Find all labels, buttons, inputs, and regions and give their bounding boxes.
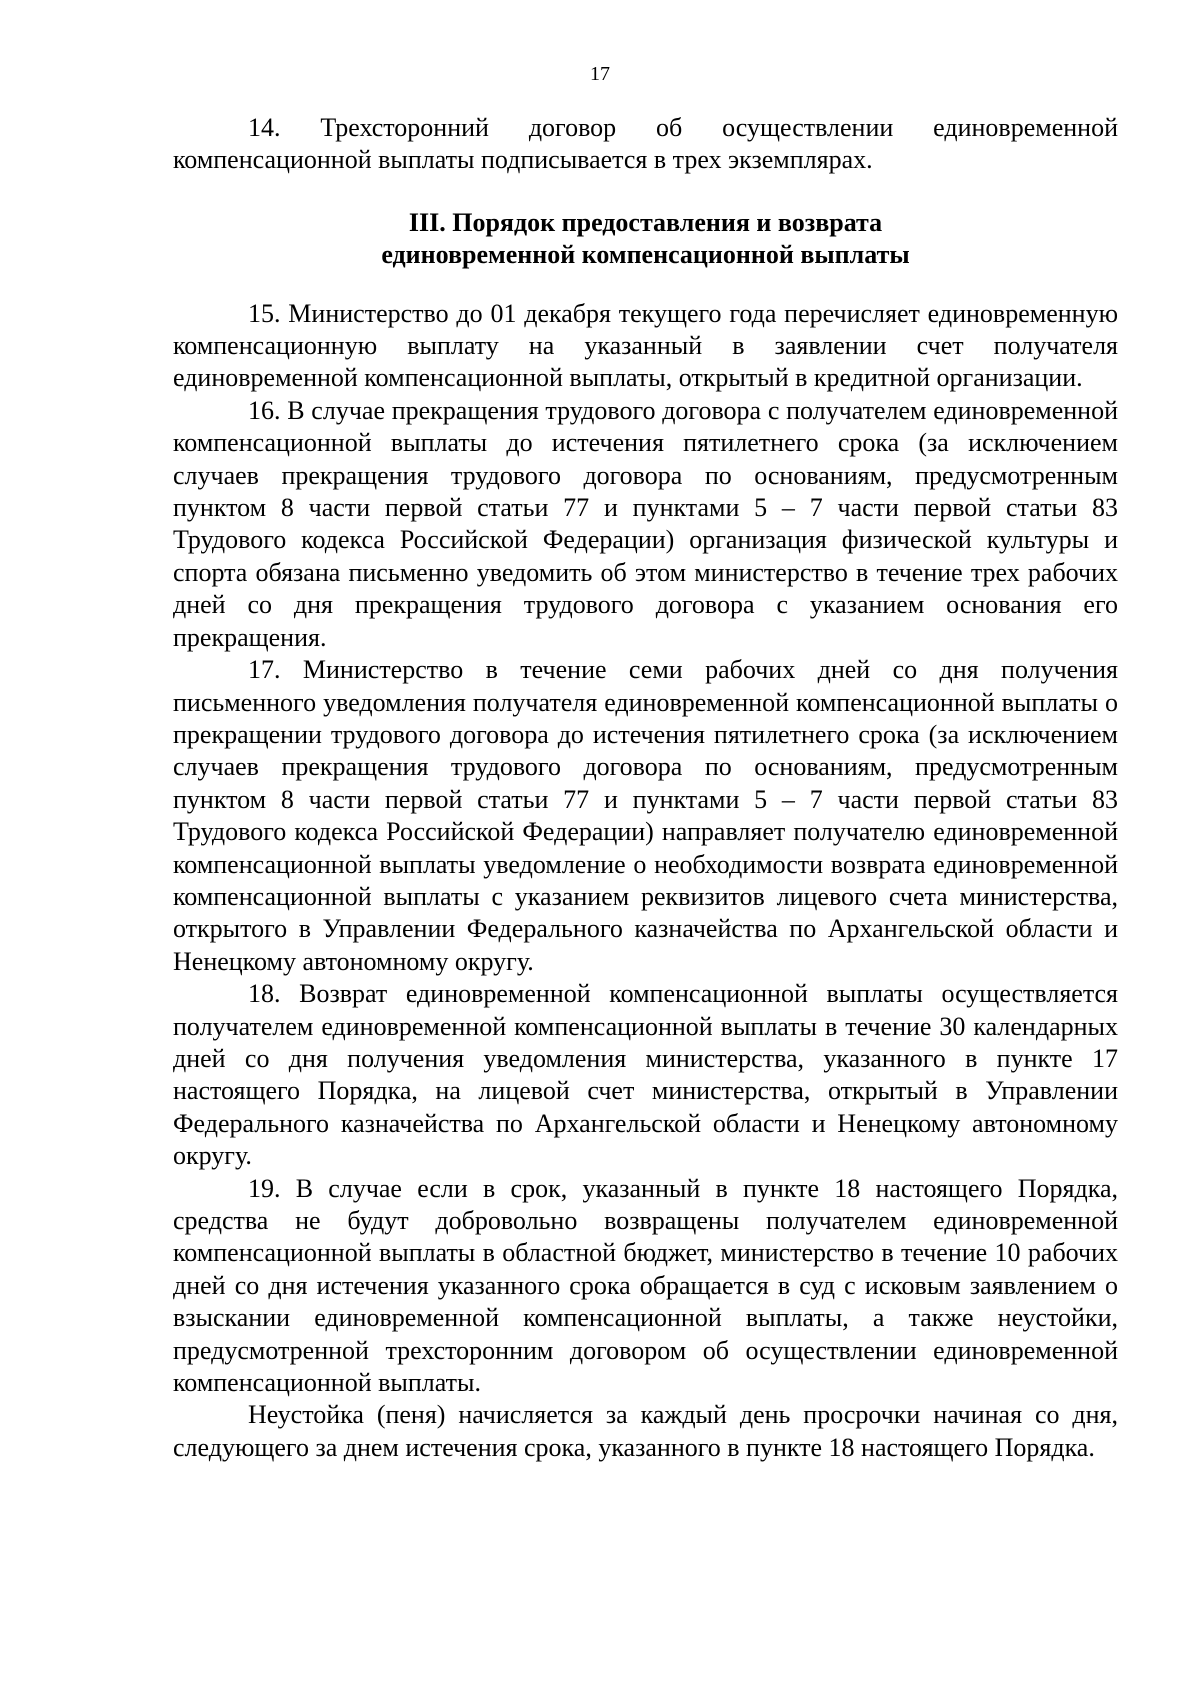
paragraph-17: 17. Министерство в течение семи рабочих дней со дня получения письменного уведомления получателя единовременной компенсационной выплаты о прекращении трудового договора до истечения пятилетнего срока (за исключением случаев прекращения трудового договора по основаниям, предусмотренным пунктом 8 части первой статьи 77 и пунктами 5 – 7 части первой статьи 83 Трудового кодекса Российской Федерации) направляет получателю единовременной компенсационной выплаты уведомление о необходимости возврата единовременной компенсационной выплаты с указанием реквизитов лицевого счета министерства, открытого в Управлении Федерального казначейства по Архангельской области и Ненецкому автономному округу.	[173, 655, 1118, 976]
paragraph-18: 18. Возврат единовременной компенсационной выплаты осуществляется получателем единовременной компенсационной выплаты в течение 30 календарных дней со дня получения уведомления министерства, указанного в пункте 17 настоящего Порядка, на лицевой счет министерства, открытый в Управлении Федерального казначейства по Архангельской области и Ненецкому автономному округу.	[173, 979, 1118, 1171]
paragraph-14: 14. Трехсторонний договор об осуществлении единовременной компенсационной выплаты подписывается в трех экземплярах.	[173, 113, 1118, 175]
document-body	[173, 112, 1118, 1464]
paragraph-19: 19. В случае если в срок, указанный в пункте 18 настоящего Порядка, средства не будут добровольно возвращены получателем единовременной компенсационной выплаты в областной бюджет, министерство в течение 10 рабочих дней со дня истечения указанного срока обращается в суд с исковым заявлением о взыскании единовременной компенсационной выплаты, а также неустойки, предусмотренной трехсторонним договором об осуществлении единовременной компенсационной выплаты.	[173, 1173, 1118, 1398]
page-number: 17	[590, 63, 610, 85]
section-heading-line-1: III. Порядок предоставления и возврата	[408, 207, 883, 237]
paragraph-16: 16. В случае прекращения трудового договора с получателем единовременной компенсационной выплаты до истечения пятилетнего срока (за исключением случаев прекращения трудового договора по основаниям, предусмотренным пунктом 8 части первой статьи 77 и пунктами 5 – 7 части первой статьи 83 Трудового кодекса Российской Федерации) организация физической культуры и спорта обязана письменно уведомить об этом министерство в течение трех рабочих дней со дня прекращения трудового договора с указанием основания его прекращения.	[173, 395, 1118, 652]
section-heading	[173, 207, 1118, 272]
paragraph-penalty: Неустойка (пеня) начисляется за каждый день просрочки начиная со дня, следующего за днем истечения срока, указанного в пункте 18 настоящего Порядка.	[173, 1400, 1118, 1462]
paragraph-15: 15. Министерство до 01 декабря текущего года перечисляет единовременную компенсационную выплату на указанный в заявлении счет получателя единовременной компенсационной выплаты, открытый в кредитной организации.	[173, 298, 1118, 393]
section-heading-line-2: единовременной компенсационной выплаты	[381, 240, 910, 270]
